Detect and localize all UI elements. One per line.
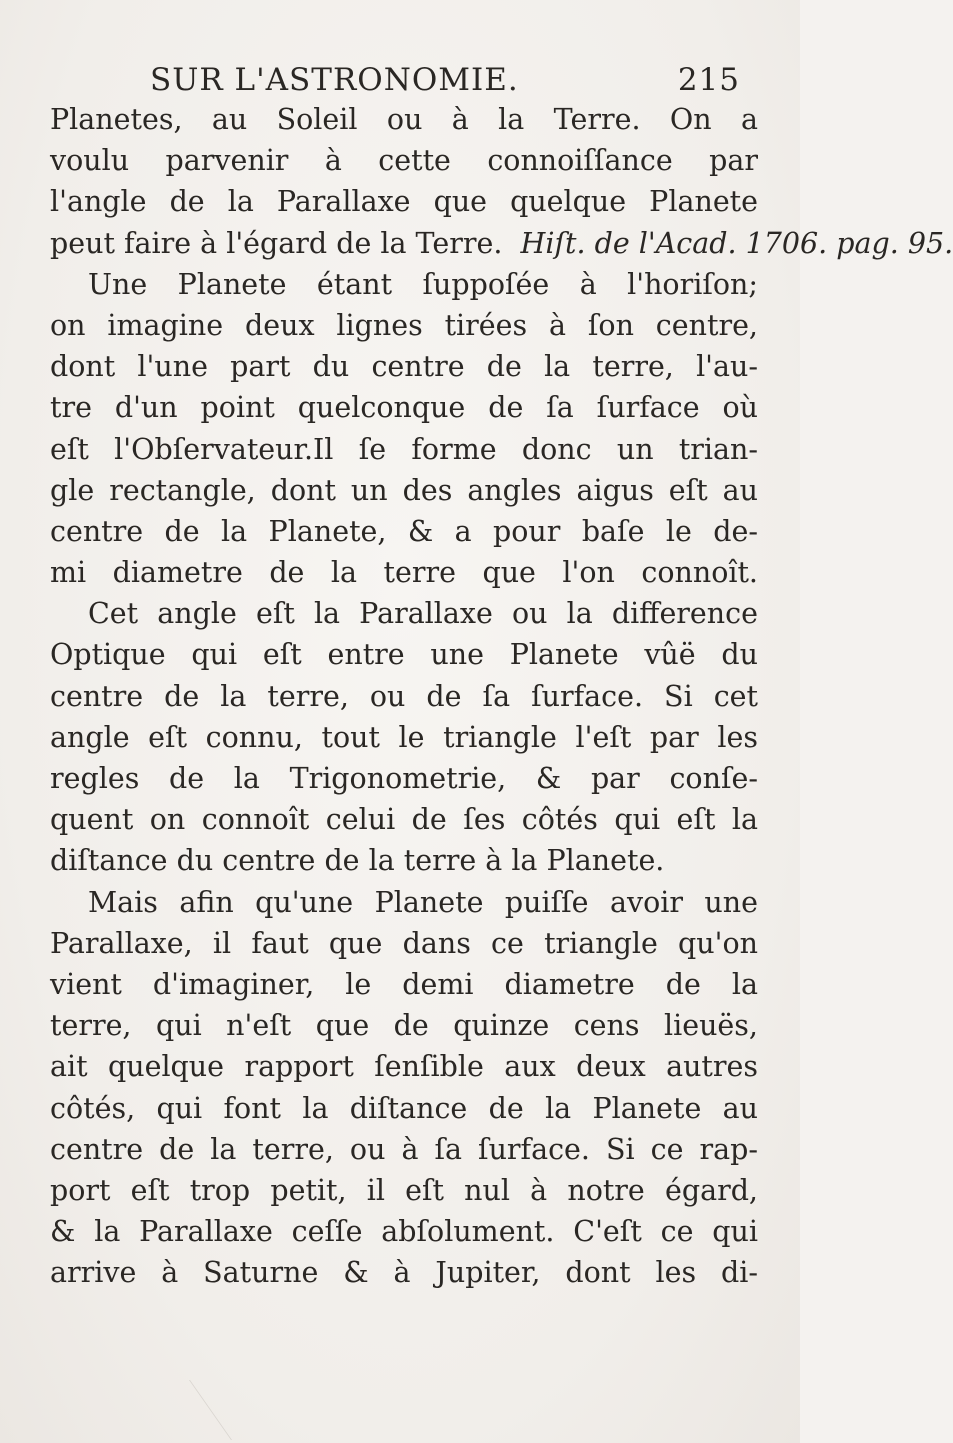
page-number: 215 — [677, 62, 740, 98]
text-line — [50, 223, 953, 264]
text-line: eſt l'Obſervateur.Il ſe forme donc un trian- — [50, 432, 758, 466]
citation: Hiſt. de l'Acad. 1706. pag. 95. — [520, 226, 953, 260]
text-line: l'angle de la Parallaxe que quelque Planete — [50, 185, 758, 219]
text-line: centre de la terre, ou de ſa ſurface. Si cet — [50, 679, 758, 713]
text-line: arrive à Saturne & à Jupiter, dont les di- — [50, 1256, 758, 1290]
text-line: Parallaxe, il faut que dans ce triangle qu'on — [50, 926, 758, 960]
text-line: Optique qui eſt entre une Planete vûë du — [50, 638, 758, 672]
text-line: regles de la Trigonometrie, & par conſe- — [50, 762, 758, 795]
paragraph-start: Une Planete étant ſuppoſée à l'horiſon; — [88, 267, 758, 301]
text-line: Planetes, au Soleil ou à la Terre. On a — [50, 103, 758, 136]
text-line: tre d'un point quelconque de ſa ſurface où — [50, 391, 758, 425]
text-line: gle rectangle, dont un des angles aigus eſt au — [50, 473, 758, 507]
running-title: SUR L'ASTRONOMIE. — [150, 62, 519, 98]
text-line: voulu parvenir à cette connoiſſance par — [50, 144, 758, 178]
text-line: mi diametre de la terre que l'on connoît. — [50, 556, 758, 590]
text-line: on imagine deux lignes tirées à ſon centre, — [50, 308, 758, 342]
page-header — [150, 62, 740, 102]
text-line: quent on connoît celui de ſes côtés qui eſt la — [50, 803, 758, 837]
citation-part — [511, 227, 953, 260]
text-line-part: peut faire à l'égard de la Terre. — [50, 226, 503, 260]
text-line: port eſt trop petit, il eſt nul à notre égard, — [50, 1173, 758, 1207]
text-line: terre, qui n'eſt que de quinze cens lieuës, — [50, 1009, 758, 1043]
text-line: Cet angle eſt la Parallaxe ou la difference — [88, 597, 758, 631]
paper-crease — [189, 1380, 402, 1440]
text-line: angle eſt connu, tout le triangle l'eſt par les — [50, 720, 758, 754]
text-line: centre de la terre, ou à ſa ſurface. Si ce rap- — [50, 1132, 758, 1166]
text-line: ait quelque rapport ſenſible aux deux autres — [50, 1050, 758, 1084]
text-line: vient d'imaginer, le demi diametre de la — [50, 967, 758, 1001]
text-line: centre de la Planete, & a pour baſe le de- — [50, 514, 758, 548]
paragraph-start: Mais afin qu'une Planete puiſſe avoir une — [88, 885, 758, 919]
text-line: & la Parallaxe ceſſe abſolument. C'eſt ce qui — [50, 1215, 758, 1249]
text-line: côtés, qui font la diſtance de la Planete au — [50, 1091, 758, 1125]
body-text — [50, 99, 953, 1293]
text-line: diſtance du centre de la terre à la Planete. — [50, 844, 665, 878]
text-line: dont l'une part du centre de la terre, l'au- — [50, 350, 758, 384]
